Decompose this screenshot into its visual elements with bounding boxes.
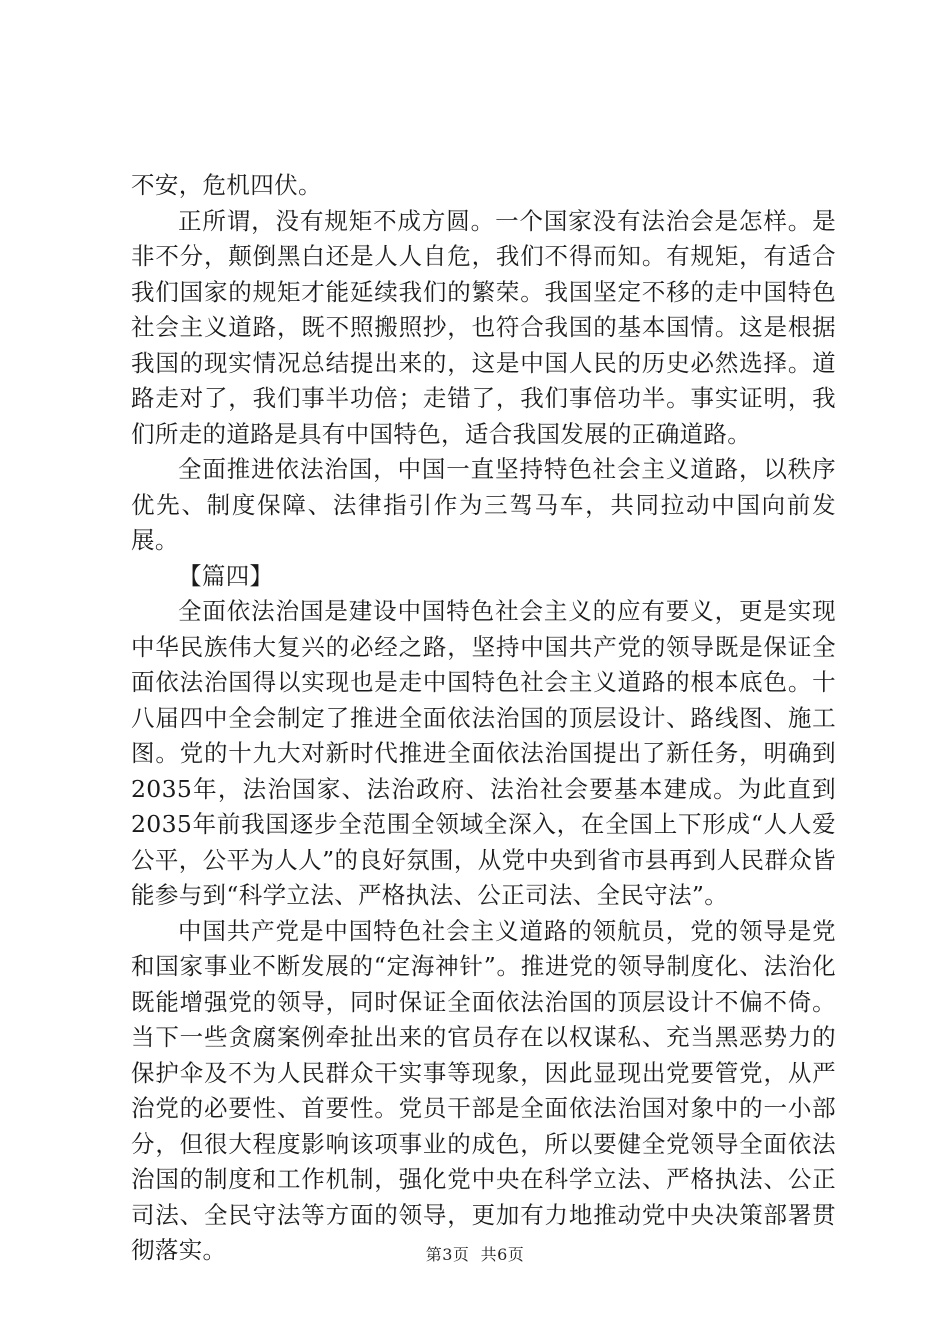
paragraph-comprehensive: 全面依法治国是建设中国特色社会主义的应有要义，更是实现中华民族伟大复兴的必经之路，坚持中国共产党的领导既是保证全面依法治国得以实现也是走中国特色社会主义道路的根本底色。十八届四中全会制定了推进全面依法治国的顶层设计、路线图、施工图。党的十九大对新时代推进全面依法治国提出了新任务，明确到2035年，法治国家、法治政府、法治社会要基本建成。为此直到2035年前我国逐步全范围全领域全深入，在全国上下形成“人人爱公平，公平为人人”的良好氛围，从党中央到省市县再到人民群众皆能参与到“科学立法、严格执法、公正司法、全民守法”。 [131, 597, 836, 909]
paragraph-rules: 正所谓，没有规矩不成方圆。一个国家没有法治会是怎样。是非不分，颠倒黑白还是人人自危，我们不得而知。有规矩，有适合我们国家的规矩才能延续我们的繁荣。我国坚定不移的走中国特色社会主义道路，既不照搬照抄，也符合我国的基本国情。这是根据我国的现实情况总结提出来的，这是中国人民的历史必然选择。道路走对了，我们事半功倍；走错了，我们事倍功半。事实证明，我们所走的道路是具有中国特色，适合我国发展的正确道路。 [131, 206, 836, 448]
paragraph-party-leadership: 中国共产党是中国特色社会主义道路的领航员，党的领导是党和国家事业不断发展的“定海神针”。推进党的领导制度化、法治化既能增强党的领导，同时保证全面依法治国的顶层设计不偏不倚。当下一些贪腐案例牵扯出来的官员存在以权谋私、充当黑恶势力的保护伞及不为人民群众干实事等现象，因此显现出党要管党，从严治党的必要性、首要性。党员干部是全面依法治国对象中的一小部分，但很大程度影响该项事业的成色，所以要健全党领导全面依法治国的制度和工作机制，强化党中央在科学立法、严格执法、公正司法、全民守法等方面的领导，更加有力地推动党中央决策部署贯彻落实。 [131, 916, 836, 1264]
section-heading: 【篇四】 [178, 561, 274, 590]
page-footer [0, 1242, 950, 1265]
paragraph-rule-of-law: 全面推进依法治国，中国一直坚持特色社会主义道路，以秩序优先、制度保障、法律指引作为三驾马车，共同拉动中国向前发展。 [131, 455, 836, 554]
paragraph-continuation: 不安，危机四伏。 [131, 171, 322, 199]
document-body [131, 168, 836, 1269]
page-number: 第3页 共6页 [425, 1245, 525, 1264]
